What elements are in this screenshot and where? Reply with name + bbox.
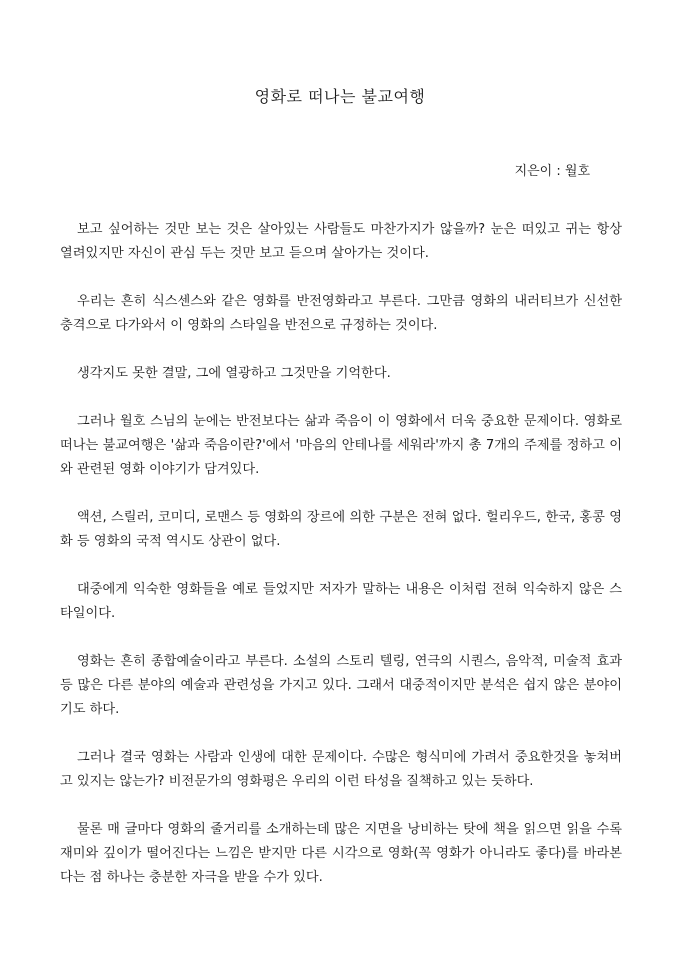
paragraph: 보고 싶어하는 것만 보는 것은 살아있는 사람들도 마찬가지가 않을까? 눈은 떠있고 귀는 항상 열려있지만 자신이 관심 두는 것만 보고 듣으며 살아가는 것이다. [60,222,622,261]
document-body [60,218,622,914]
paragraph: 영화는 흔히 종합예술이라고 부른다. 소설의 스토리 텔링, 연극의 시퀀스, 음악적, 미술적 효과 등 많은 다른 분야의 예술과 관련성을 가지고 있다. 그래서 대중적이지만 분석은 쉽지 않은 분야이기도 하다. [60,654,622,717]
paragraph: 그러나 월호 스님의 눈에는 반전보다는 삶과 죽음이 이 영화에서 더욱 중요한 문제이다. 영화로 떠나는 불교여행은 '삶과 죽음이란?'에서 '마음의 안테나를 세워라'까지 총 7개의 주제를 정하고 이와 관련된 영화 이야기가 담겨있다. [60,414,622,477]
document-title: 영화로 떠나는 불교여행 [254,87,426,106]
paragraph: 액션, 스릴러, 코미디, 로맨스 등 영화의 장르에 의한 구분은 전혀 없다. 헐리우드, 한국, 홍콩 영화 등 영화의 국적 역시도 상관이 없다. [60,510,622,549]
paragraph: 대중에게 익숙한 영화들을 예로 들었지만 저자가 말하는 내용은 이처럼 전혀 익숙하지 않은 스타일이다. [60,582,622,621]
paragraph: 그러나 결국 영화는 사람과 인생에 대한 문제이다. 수많은 형식미에 가려서 중요한것을 놓쳐버고 있지는 않는가? 비전문가의 영화평은 우리의 이런 타성을 질책하고 있는 듯하다. [60,750,622,789]
paragraph: 우리는 흔히 식스센스와 같은 영화를 반전영화라고 부른다. 그만큼 영화의 내러티브가 신선한 충격으로 다가와서 이 영화의 스타일을 반전으로 규정하는 것이다. [60,294,622,333]
paragraph: 생각지도 못한 결말, 그에 열광하고 그것만을 기억한다. [77,366,391,381]
paragraph: 물론 매 글마다 영화의 줄거리를 소개하는데 많은 지면을 낭비하는 탓에 책을 읽으면 읽을 수록 재미와 깊이가 떨어진다는 느낌은 받지만 다른 시각으로 영화(꼭 영화가 아니라도 좋다)를 바라본다는 점 하나는 충분한 자극을 받을 수가 있다. [60,822,622,885]
author-line: 지은이 : 월호 [514,164,590,179]
